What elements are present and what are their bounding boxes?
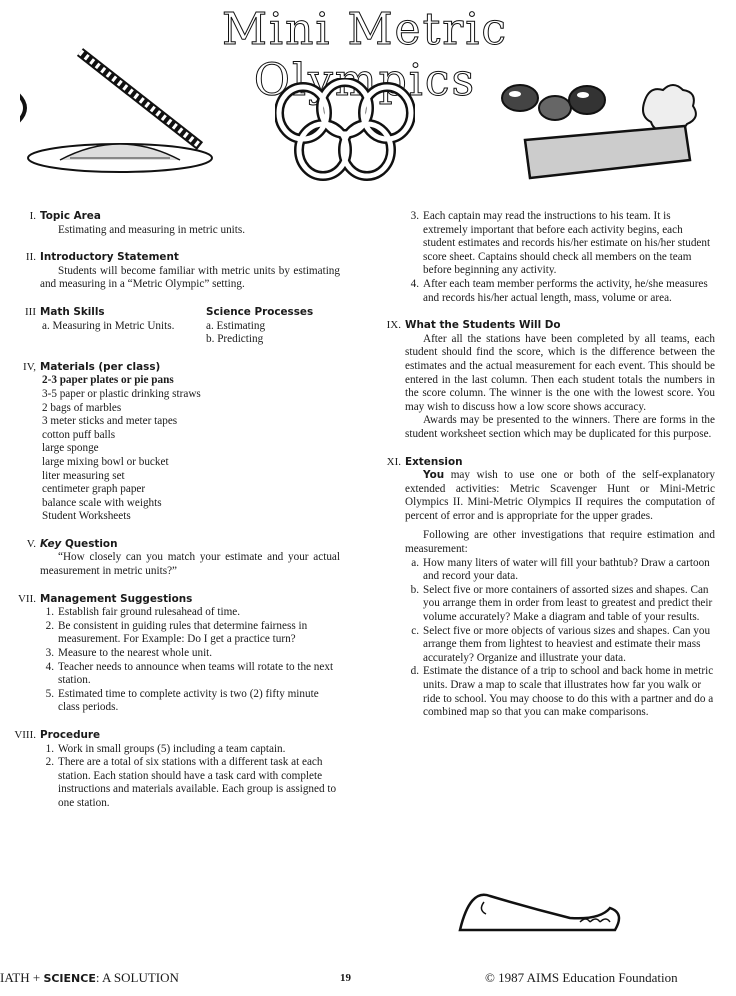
right-column — [386, 210, 716, 720]
list-item: 3. Each captain may read the instructions to his team. It is extremely important that before each activity begins, each student estimates and records his/her estimate on his/her student score sheet. Captains should check all members on the team before beginning any activity. — [410, 210, 711, 277]
section-number: III — [25, 305, 36, 318]
math-skills-title: Math Skills — [40, 305, 105, 318]
material-item: 2-3 paper plates or pie pans — [42, 374, 174, 387]
section-title: Procedure — [40, 729, 101, 741]
section-text: After all the stations have been completed by all teams, each student should find the score, which is the difference between the estimates and the actual measurement for each event. This should be entered in the last column. Then each student totals the numbers in the score column. The winner is the one with the lowest score. You may wish to discuss how a low score shows accuracy. — [405, 332, 715, 413]
section-title: Materials (per class) — [40, 360, 161, 373]
page-title: Mini Metric Olympics — [221, 4, 509, 106]
section-text: Estimating and measuring in metric units. — [58, 223, 246, 236]
list-item: 1. Establish fair ground rulesahead of time. — [45, 606, 241, 619]
section-what-students-do — [386, 319, 715, 441]
section-title: Introductory Statement — [40, 251, 179, 264]
section-number: VIII. — [14, 729, 36, 741]
page-number: 19 — [340, 972, 351, 984]
science-process-item: b. Predicting — [206, 333, 264, 346]
section-number: IX. — [386, 319, 401, 332]
material-item: large mixing bowl or bucket — [42, 455, 169, 468]
material-item: large sponge — [42, 442, 99, 455]
section-skills — [25, 305, 340, 347]
marbles-sponge-cotton-illustration — [495, 70, 705, 200]
section-title: Extension — [405, 455, 463, 468]
section-title: Question — [64, 537, 118, 550]
material-item: 3 meter sticks and meter tapes — [42, 415, 178, 428]
sponge — [525, 126, 690, 178]
olympic-rings-illustration — [275, 78, 415, 188]
section-key-question — [26, 537, 340, 579]
paper-plate — [28, 144, 212, 172]
list-item: 1. Work in small groups (5) including a team captain. — [45, 742, 286, 755]
list-item: b. Select five or more containers of assorted sizes and shapes. Can you arrange them in order from least to greatest and predict their volume accurately? Make a diagram and table of your results. — [410, 583, 713, 624]
section-number: VII. — [17, 592, 36, 605]
foot-illustration — [450, 878, 630, 938]
section-title: What the Students Will Do — [405, 319, 561, 332]
cotton-puff — [643, 85, 696, 130]
procedure-list — [40, 743, 340, 811]
marbles — [502, 85, 605, 120]
straw-and-plate-illustration — [20, 48, 220, 188]
section-materials — [23, 360, 340, 524]
list-item: 2. There are a total of six stations with a different task at each station. Each station should have a task card with complete instructions and materials available. Each group is assigned to one station. — [45, 756, 337, 809]
you-word: You — [423, 469, 445, 482]
list-item: 2. Be consistent in guiding rules that determine fairness in measurement. For Example: Do I get a practice turn? — [45, 619, 308, 646]
crescent-mark — [20, 88, 25, 128]
list-item: 4. Teacher needs to announce when teams will rotate to the next station. — [45, 660, 334, 687]
section-text: Awards may be presented to the winners. There are forms in the student worksheet section which may be duplicated for this purpose. — [405, 414, 715, 440]
section-number: I. — [29, 210, 36, 222]
list-item: 4. After each team member performs the activity, he/she measures and records his/her actual length, mass, volume or area. — [410, 277, 708, 304]
list-item: 3. Measure to the nearest whole unit. — [45, 647, 213, 660]
section-number: IV, — [23, 360, 36, 373]
material-item: liter measuring set — [42, 469, 125, 482]
list-item: a. How many liters of water will fill your bathtub? Draw a cartoon and record your data. — [411, 556, 710, 583]
section-introductory-statement — [25, 251, 340, 292]
material-item: cotton puff balls — [42, 428, 116, 441]
material-item: balance scale with weights — [42, 496, 162, 509]
section-management-suggestions — [17, 592, 340, 715]
section-title: Management Suggestions — [40, 592, 193, 605]
drinking-straw — [80, 52, 200, 146]
footer-series-title: IATH + SCIENCE: A SOLUTION — [0, 970, 179, 985]
investigation-list — [405, 557, 715, 720]
section-number: V. — [26, 537, 36, 550]
key-word: Key — [40, 537, 62, 550]
material-item: Student Worksheets — [42, 510, 131, 523]
material-item: 3-5 paper or plastic drinking straws — [42, 387, 201, 400]
materials-list — [40, 374, 340, 524]
management-list — [40, 606, 340, 715]
list-item: d. Estimate the distance of a trip to school and back home in metric units. Draw a map to scale that illustrates how far you walk or ride to school. You may choose to do this with a partner and do a combined map so that you can make comparisons. — [410, 665, 714, 719]
section-title: Topic Area — [40, 210, 101, 222]
material-item: centimeter graph paper — [42, 483, 146, 496]
section-topic-area — [29, 210, 340, 237]
left-column — [14, 210, 340, 811]
section-number: XI. — [386, 455, 401, 468]
list-item: 5. Estimated time to complete activity is two (2) fifty minute class periods. — [45, 687, 319, 714]
section-text: You may wish to use one or both of the self-explanatory extended activities: Metric Scavenger Hunt or Mini-Metric Olympics II. Mini-Metric Olympics II requires the computation of percent of error and is appropriate for the upper grades. — [405, 469, 716, 522]
section-procedure — [14, 729, 340, 811]
science-processes-title: Science Processes — [206, 305, 314, 318]
section-text: “How closely can you match your estimate and your actual measurement in metric units?” — [40, 551, 340, 578]
section-text: Following are other investigations that require estimation and measurement: — [405, 529, 715, 556]
copyright-notice: © 1987 AIMS Education Foundation — [485, 970, 678, 985]
section-number: II. — [25, 251, 36, 264]
section-text: Students will become familiar with metric units by estimating and measuring in a “Metric Olympic” setting. — [40, 264, 340, 291]
math-skill-item: a. Measuring in Metric Units. — [42, 319, 175, 332]
science-process-item: a. Estimating — [206, 319, 266, 332]
section-extension — [386, 455, 716, 720]
procedure-list-continued — [405, 210, 715, 305]
list-item: c. Select five or more objects of various sizes and shapes. Can you arrange them from lightest to heaviest and estimate their mass accurately? Organize and illustrate your data. — [411, 624, 711, 664]
material-item: 2 bags of marbles — [42, 401, 122, 414]
